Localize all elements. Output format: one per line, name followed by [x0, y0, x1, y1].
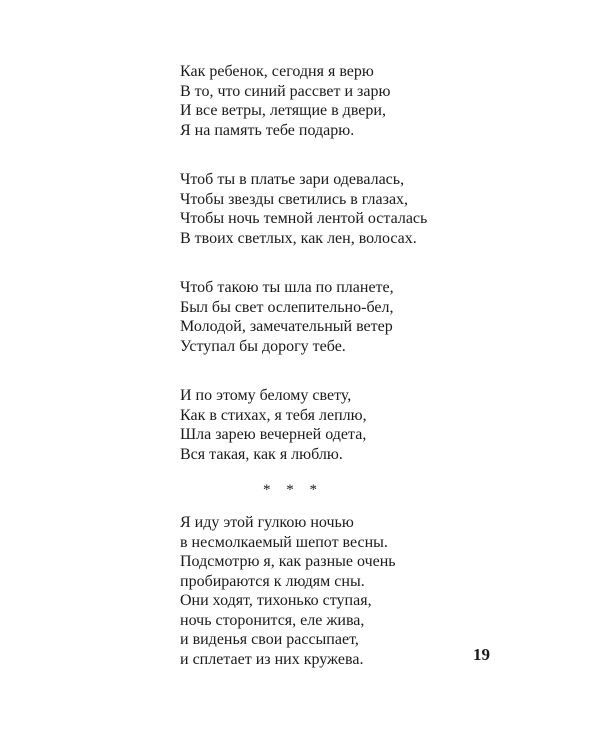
- poem-line: Чтоб такою ты шла по планете,: [180, 279, 394, 296]
- poem-line: пробираются к людям сны.: [180, 572, 365, 590]
- poem-line: и сплетает из них кружева.: [180, 650, 364, 668]
- poem-line: в несмолкаемый шепот весны.: [180, 533, 388, 551]
- stanza-3: [180, 278, 427, 356]
- poem-line: В твоих светлых, как лен, волосах.: [180, 229, 417, 247]
- poem-line: Подсмотрю я, как разные очень: [180, 553, 396, 570]
- poem-line: Как ребенок, сегодня я верю: [180, 63, 374, 80]
- poem-line: ночь сторонится, еле жива,: [180, 611, 365, 629]
- poem-line: Молодой, замечательный ветер: [180, 318, 393, 335]
- poem-line: Шла зарею вечерней одета,: [180, 426, 367, 443]
- poem-2: [180, 513, 396, 669]
- poem-line: И все ветры, летящие в двери,: [180, 102, 386, 119]
- stanza-2: [180, 170, 427, 248]
- poem-line: В то, что синий рассвет и зарю: [180, 82, 391, 100]
- poem-line: Чтобы ночь темной лентой осталась: [180, 210, 428, 227]
- stanza-4: [180, 386, 427, 464]
- poem-line: Я на память тебе подарю.: [180, 121, 355, 139]
- poem-line: Чтобы звезды светились в глазах,: [180, 190, 409, 208]
- stanza-1: [180, 62, 427, 140]
- poem-line: Как в стихах, я тебя леплю,: [180, 406, 367, 424]
- poem-1: [180, 62, 427, 494]
- poem-line: Вся такая, как я люблю.: [180, 445, 343, 463]
- poem-line: И по этому белому свету,: [180, 387, 352, 404]
- poem-line: Они ходят, тихонько ступая,: [180, 592, 372, 609]
- section-separator: * * *: [263, 482, 323, 498]
- poem-line: и виденья свои рассыпает,: [180, 631, 359, 648]
- page-number: 19: [473, 645, 490, 664]
- poem-line: Уступал бы дорогу тебе.: [180, 337, 346, 355]
- poem-line: Я иду этой гулкою ночью: [180, 514, 354, 531]
- poem-line: Чтоб ты в платье зари одевалась,: [180, 171, 405, 188]
- poem-line: Был бы свет ослепительно-бел,: [180, 298, 394, 316]
